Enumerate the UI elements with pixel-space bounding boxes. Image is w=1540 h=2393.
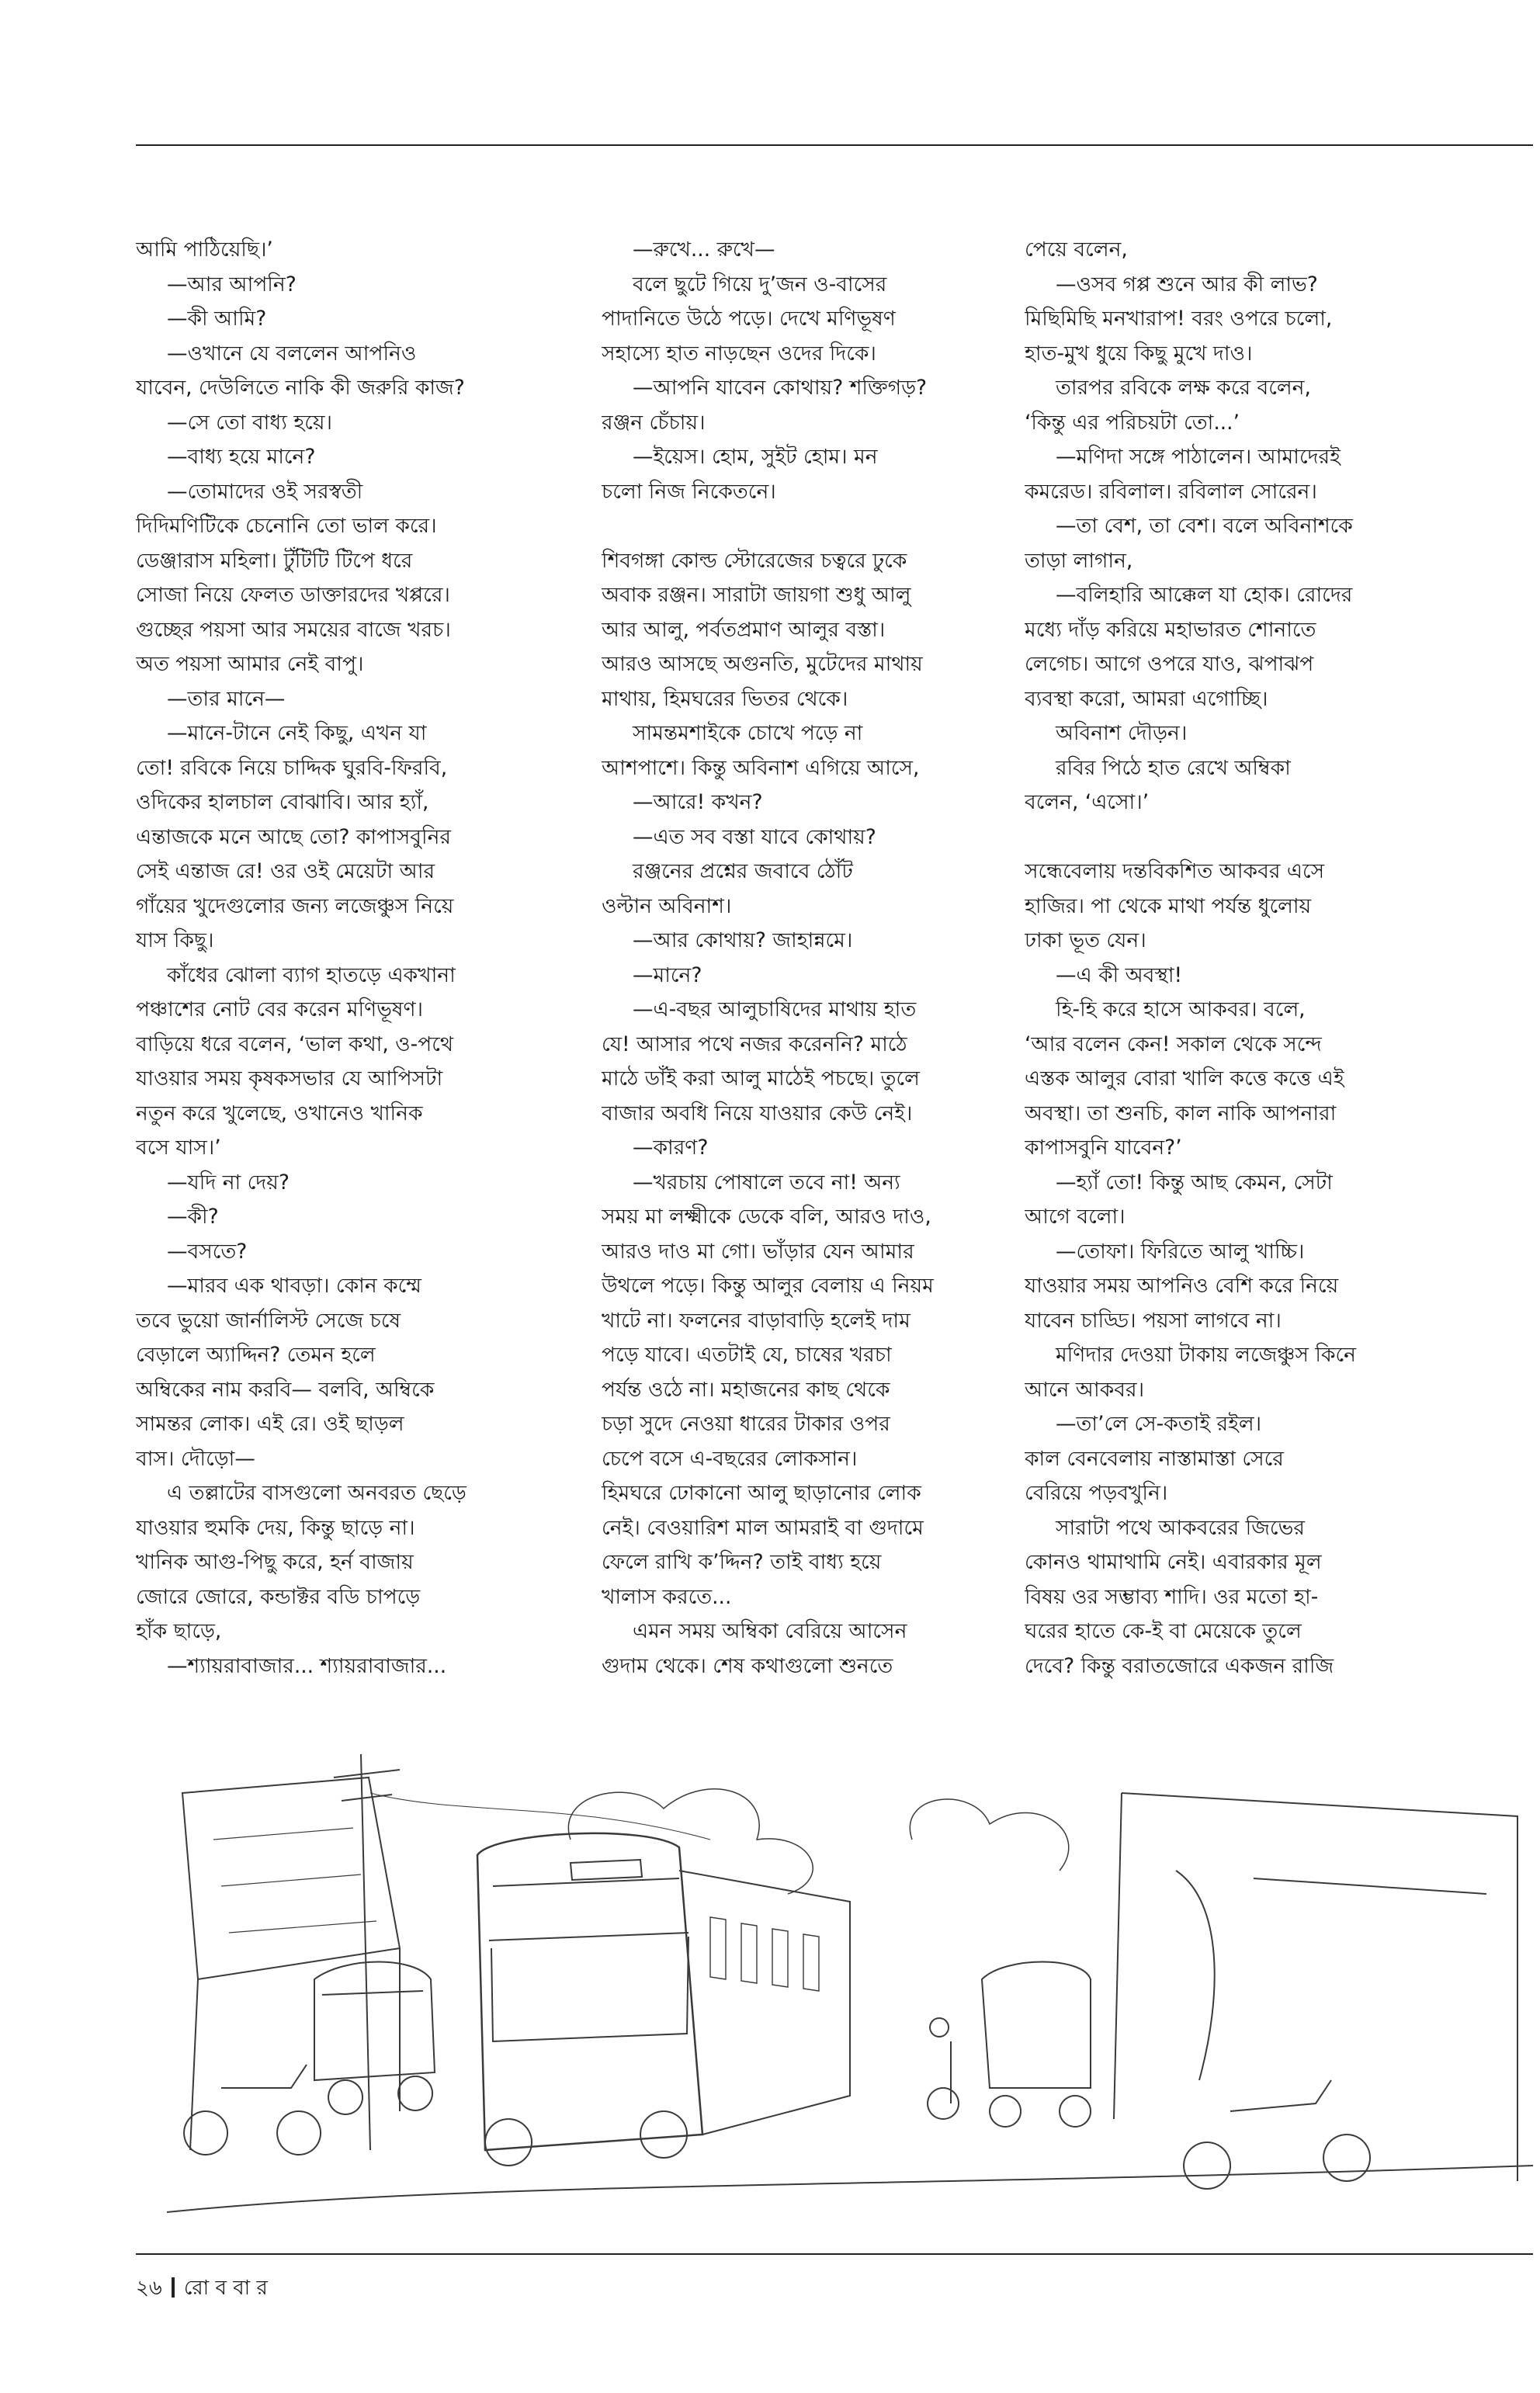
cyclist: [928, 2018, 959, 2119]
text-line: বসে যাস।’: [136, 1136, 221, 1160]
text-line: —সে তো বাধ্য হয়ে।: [167, 410, 332, 435]
text-line: —খরচায় পোষালে তবে না! অন্য: [633, 1170, 900, 1195]
text-line: —তা বেশ, তা বেশ। বলে অবিনাশকে: [1056, 514, 1353, 538]
text-line: কমরেড। রবিলাল। রবিলাল সোরেন।: [1025, 479, 1317, 504]
text-line: —ইয়েস। হোম, সুইট হোম। মন: [633, 445, 878, 469]
text-line: কাপাসবুনি যাবেন?’: [1025, 1136, 1182, 1160]
text-line: যাবেন চাড্ডি। পয়সা লাগবে না।: [1025, 1308, 1282, 1333]
text-line: আনে আকবর।: [1025, 1377, 1145, 1402]
text-line: আর আলু, পর্বতপ্রমাণ আলুর বস্তা।: [602, 617, 886, 642]
text-line: চড়া সুদে নেওয়া ধারের টাকার ওপর: [602, 1412, 890, 1436]
text-line: যাওয়ার সময় আপনিও বেশি করে নিয়ে: [1025, 1274, 1339, 1298]
text-line: —যদি না দেয়?: [167, 1170, 290, 1195]
text-line: —কী?: [167, 1205, 219, 1229]
text-line: তারপর রবিকে লক্ষ করে বলেন,: [1056, 376, 1311, 400]
text-line: —এ-বছর আলুচাষিদের মাথায় হাত: [633, 997, 917, 1021]
section-break: [1025, 820, 1428, 855]
utility-pole: [334, 1754, 400, 2150]
text-line: চেপে বসে এ-বছরের লোকসান।: [602, 1446, 858, 1471]
text-line: কাঁধের ঝোলা ব্যাগ হাতড়ে একখানা: [167, 962, 456, 987]
top-rule: [136, 144, 1533, 146]
text-line: যাওয়ার হুমকি দেয়, কিন্তু ছাড়ে না।: [136, 1515, 415, 1540]
text-line: —শ্যায়রাবাজার... শ্যায়রাবাজার...: [167, 1653, 447, 1678]
text-line: জোরে জোরে, কন্ডাক্টর বডি চাপড়ে: [136, 1584, 421, 1609]
text-line: —বাধ্য হয়ে মানে?: [167, 445, 316, 469]
text-line: উথলে পড়ে। কিন্তু আলুর বেলায় এ নিয়ম: [602, 1274, 934, 1298]
text-line: —মণিদা সঙ্গে পাঠালেন। আমাদেরই: [1056, 445, 1341, 469]
text-line: রঞ্জনের প্রশ্নের জবাবে ঠোঁট: [633, 859, 853, 883]
text-line: পর্যন্ত ওঠে না। মহাজনের কাছ থেকে: [602, 1377, 890, 1402]
text-line: এ তল্লাটের বাসগুলো অনবরত ছেড়ে: [167, 1481, 467, 1505]
text-line: —তার মানে—: [167, 686, 286, 711]
text-line: ‘আর বলেন কেন! সকাল থেকে সন্দে: [1025, 1032, 1322, 1056]
text-line: —কী আমি?: [167, 307, 267, 331]
text-line: —তা’লে সে-কতাই রইল।: [1056, 1412, 1262, 1436]
text-line: চলো নিজ নিকেতনে।: [602, 479, 776, 504]
text-line: এমন সময় অম্বিকা বেরিয়ে আসেন: [633, 1619, 907, 1643]
text-line: এন্তাজকে মনে আছে তো? কাপাসবুনির: [136, 824, 452, 849]
text-line: আরও আসছে অগুনতি, মুটেদের মাথায়: [602, 652, 923, 676]
text-line: মাঠে ডাঁই করা আলু মাঠেই পচছে। তুলে: [602, 1066, 920, 1091]
text-line: বলে ছুটে গিয়ে দু’জন ও-বাসের: [633, 272, 887, 297]
text-line: —ওসব গপ্প শুনে আর কী লাভ?: [1056, 272, 1318, 297]
text-line: যে! আসার পথে নজর করেননি? মাঠে: [602, 1032, 907, 1056]
motorbike-left: [184, 2065, 321, 2155]
text-line: সেই এন্তাজ রে! ওর ওই মেয়েটা আর: [136, 859, 435, 883]
text-line: বাস। দৌড়ো—: [136, 1446, 255, 1471]
text-line: নেই। বেওয়ারিশ মাল আমরাই বা গুদামে: [602, 1515, 924, 1540]
text-line: বেড়ালে অ্যাদ্দিন? তেমন হলে: [136, 1343, 376, 1367]
text-line: কোনও থামাথামি নেই। এবারকার মূল: [1025, 1550, 1322, 1574]
text-line: হি-হি করে হাসে আকবর। বলে,: [1056, 997, 1306, 1021]
text-line: তো! রবিকে নিয়ে চাদ্দিক ঘুরবি-ফিরবি,: [136, 755, 448, 780]
text-line: অত পয়সা আমার নেই বাপু।: [136, 652, 364, 676]
text-line: গুচ্ছের পয়সা আর সময়ের বাজে খরচ।: [136, 617, 451, 642]
text-line: অবস্থা। তা শুনচি, কাল নাকি আপনারা: [1025, 1101, 1337, 1125]
text-line: আরও দাও মা গো। ভাঁড়ার যেন আমার: [602, 1239, 914, 1264]
text-line: —হ্যাঁ তো! কিন্তু আছ কেমন, সেটা: [1056, 1170, 1333, 1195]
text-line: দেবে? কিন্তু বরাতজোরে একজন রাজি: [1025, 1653, 1334, 1678]
text-line: ব্যবস্থা করো, আমরা এগোচ্ছি।: [1025, 686, 1268, 711]
text-line: —মারব এক থাবড়া। কোন কম্মে: [167, 1274, 421, 1298]
bus: [477, 1833, 702, 2150]
page-footer: [136, 2274, 268, 2302]
text-line: মাথায়, হিমঘরের ভিতর থেকে।: [602, 686, 848, 711]
text-line: শিবগঙ্গা কোল্ড স্টোরেজের চত্বরে ঢুকে: [602, 548, 907, 573]
text-line: ওল্টান অবিনাশ।: [602, 893, 732, 918]
text-line: হাঁক ছাড়ে,: [136, 1619, 222, 1643]
text-line: সারাটা পথে আকবরের জিভের: [1056, 1515, 1305, 1540]
text-line: এস্তক আলুর বোরা খালি কত্তে কত্তে এই: [1025, 1066, 1344, 1091]
text-line: ফেলে রাখি ক’দ্দিন? তাই বাধ্য হয়ে: [602, 1550, 882, 1574]
text-line: সন্ধেবেলায় দন্তবিকশিত আকবর এসে: [1025, 859, 1325, 883]
text-line: হাজির। পা থেকে মাথা পর্যন্ত ধুলোয়: [1025, 893, 1312, 918]
text-line: খাটে না। ফলনের বাড়াবাড়ি হলেই দাম: [602, 1308, 910, 1333]
bottom-rule: [136, 2253, 1533, 2255]
text-line: আমি পাঠিয়েছি।’: [136, 238, 273, 262]
text-line: বেরিয়ে পড়বখুনি।: [1025, 1481, 1168, 1505]
text-line: সহাস্যে হাত নাড়ছেন ওদের দিকে।: [602, 341, 876, 366]
text-line: অবাক রঞ্জন। সারাটা জায়গা শুধু আলু: [602, 583, 911, 607]
text-column-2: [602, 233, 1005, 1684]
text-line: দিদিমণিটিকে চেনোনি তো ভাল করে।: [136, 514, 437, 538]
auto-rickshaw-left: [314, 1962, 435, 2115]
magazine-name: রো ব বা র: [183, 2277, 268, 2300]
text-line: —বসতে?: [167, 1239, 248, 1264]
text-line: লেগেচ। আগে ওপরে যাও, ঝপাঝপ: [1025, 652, 1314, 676]
text-line: বাজার অবধি নিয়ে যাওয়ার কেউ নেই।: [602, 1101, 913, 1125]
text-line: রঞ্জন চেঁচায়।: [602, 410, 706, 435]
text-line: বাড়িয়ে ধরে বলেন, ‘ভাল কথা, ও-পথে: [136, 1032, 454, 1056]
text-line: হাত-মুখ ধুয়ে কিছু মুখে দাও।: [1025, 341, 1253, 366]
text-line: ওদিকের হালচাল বোঝাবি। আর হ্যাঁ,: [136, 790, 429, 814]
text-line: বলেন, ‘এসো।’: [1025, 790, 1150, 814]
text-line: পাদানিতে উঠে পড়ে। দেখে মণিভূষণ: [602, 307, 896, 331]
text-line: রবির পিঠে হাত রেখে অম্বিকা: [1056, 755, 1291, 780]
text-line: —কারণ?: [633, 1136, 709, 1160]
page-number: ২৬: [136, 2277, 162, 2300]
text-line: খানিক আগু-পিছু করে, হর্ন বাজায়: [136, 1550, 414, 1574]
text-line: অবিনাশ দৌড়ন।: [1056, 721, 1188, 745]
text-line: খালাস করতে...: [602, 1584, 732, 1609]
text-line: —আরে! কখন?: [633, 790, 763, 814]
text-line: —এত সব বস্তা যাবে কোথায়?: [633, 824, 876, 849]
street-scene-illustration: [167, 1746, 1533, 2228]
text-line: ডেঞ্জারাস মহিলা। টুঁটিটি টিপে ধরে: [136, 548, 413, 573]
text-line: নতুন করে খুলেছে, ওখানেও খানিক: [136, 1101, 423, 1125]
text-line: পড়ে যাবে। এতটাই যে, চাষের খরচা: [602, 1343, 892, 1367]
text-line: আগে বলো।: [1025, 1205, 1126, 1229]
trees: [568, 1789, 1068, 1894]
text-line: পেয়ে বলেন,: [1025, 238, 1128, 262]
text-line: ঢাকা ভূত যেন।: [1025, 928, 1146, 952]
text-column-3: [1025, 233, 1428, 1684]
text-line: —মানে?: [633, 962, 702, 987]
text-line: হিমঘরে ঢোকানো আলু ছাড়ানোর লোক: [602, 1481, 921, 1505]
text-line: —বলিহারি আক্কেল যা হোক। রোদের: [1056, 583, 1353, 607]
text-line: —তোফা। ফিরিতে আলু খাচ্চি।: [1056, 1239, 1305, 1264]
text-line: আশপাশে। কিন্তু অবিনাশ এগিয়ে আসে,: [602, 755, 920, 780]
text-line: যাস কিছু।: [136, 928, 214, 952]
text-line: পঞ্চাশের নোট বের করেন মণিভূষণ।: [136, 997, 423, 1021]
text-line: —রুখে... রুখে—: [633, 238, 775, 262]
section-break: [602, 509, 1005, 544]
text-line: যাবেন, দেউলিতে নাকি কী জরুরি কাজ?: [136, 376, 465, 400]
footer-separator: [172, 2277, 175, 2298]
text-line: —ওখানে যে বললেন আপনিও: [167, 341, 417, 366]
text-line: —তোমাদের ওই সরস্বতী: [167, 479, 363, 504]
auto-rickshaw-right: [982, 1962, 1091, 2128]
text-line: মণিদার দেওয়া টাকায় লজেঞ্চুস কিনে: [1056, 1343, 1356, 1367]
text-line: —আর আপনি?: [167, 272, 297, 297]
text-line: বিষয় ওর সম্ভাব্য শাদি। ওর মতো হা-: [1025, 1584, 1319, 1609]
text-line: সময় মা লক্ষ্মীকে ডেকে বলি, আরও দাও,: [602, 1205, 931, 1229]
text-line: ‘কিন্তু এর পরিচয়টা তো...’: [1025, 410, 1240, 435]
text-line: যাওয়ার সময় কৃষকসভার যে আপিসটা: [136, 1066, 443, 1091]
text-line: —এ কী অবস্থা!: [1056, 962, 1183, 987]
text-line: মধ্যে দাঁড় করিয়ে মহাভারত শোনাতে: [1025, 617, 1316, 642]
text-line: গাঁয়ের খুদেগুলোর জন্য লজেঞ্চুস নিয়ে: [136, 893, 454, 918]
text-line: —আর কোথায়? জাহান্নমে।: [633, 928, 853, 952]
text-column-1: [136, 233, 539, 1684]
right-building: [1114, 1793, 1517, 2181]
motorbike-right: [1184, 2080, 1370, 2189]
text-line: মিছিমিছি মনখারাপ! বরং ওপরে চলো,: [1025, 307, 1333, 331]
text-line: তাড়া লাগান,: [1025, 548, 1133, 573]
text-line: সামন্তমশাইকে চোখে পড়ে না: [633, 721, 863, 745]
text-line: গুদাম থেকে। শেষ কথাগুলো শুনতে: [602, 1653, 893, 1678]
text-line: —আপনি যাবেন কোথায়? শক্তিগড়?: [633, 376, 928, 400]
text-line: তবে ভুয়ো জার্নালিস্ট সেজে চষে: [136, 1308, 401, 1333]
text-line: সোজা নিয়ে ফেলত ডাক্তারদের খপ্পরে।: [136, 583, 450, 607]
text-line: ঘরের হাতে কে-ই বা মেয়েকে তুলে: [1025, 1619, 1302, 1643]
text-line: অম্বিকের নাম করবি— বলবি, অম্বিকে: [136, 1377, 435, 1402]
text-line: কাল বেনবেলায় নাস্তামাস্তা সেরে: [1025, 1446, 1284, 1471]
text-line: সামন্তর লোক। এই রে। ওই ছাড়ল: [136, 1412, 404, 1436]
text-line: —মানে-টানে নেই কিছু, এখন যা: [167, 721, 427, 745]
